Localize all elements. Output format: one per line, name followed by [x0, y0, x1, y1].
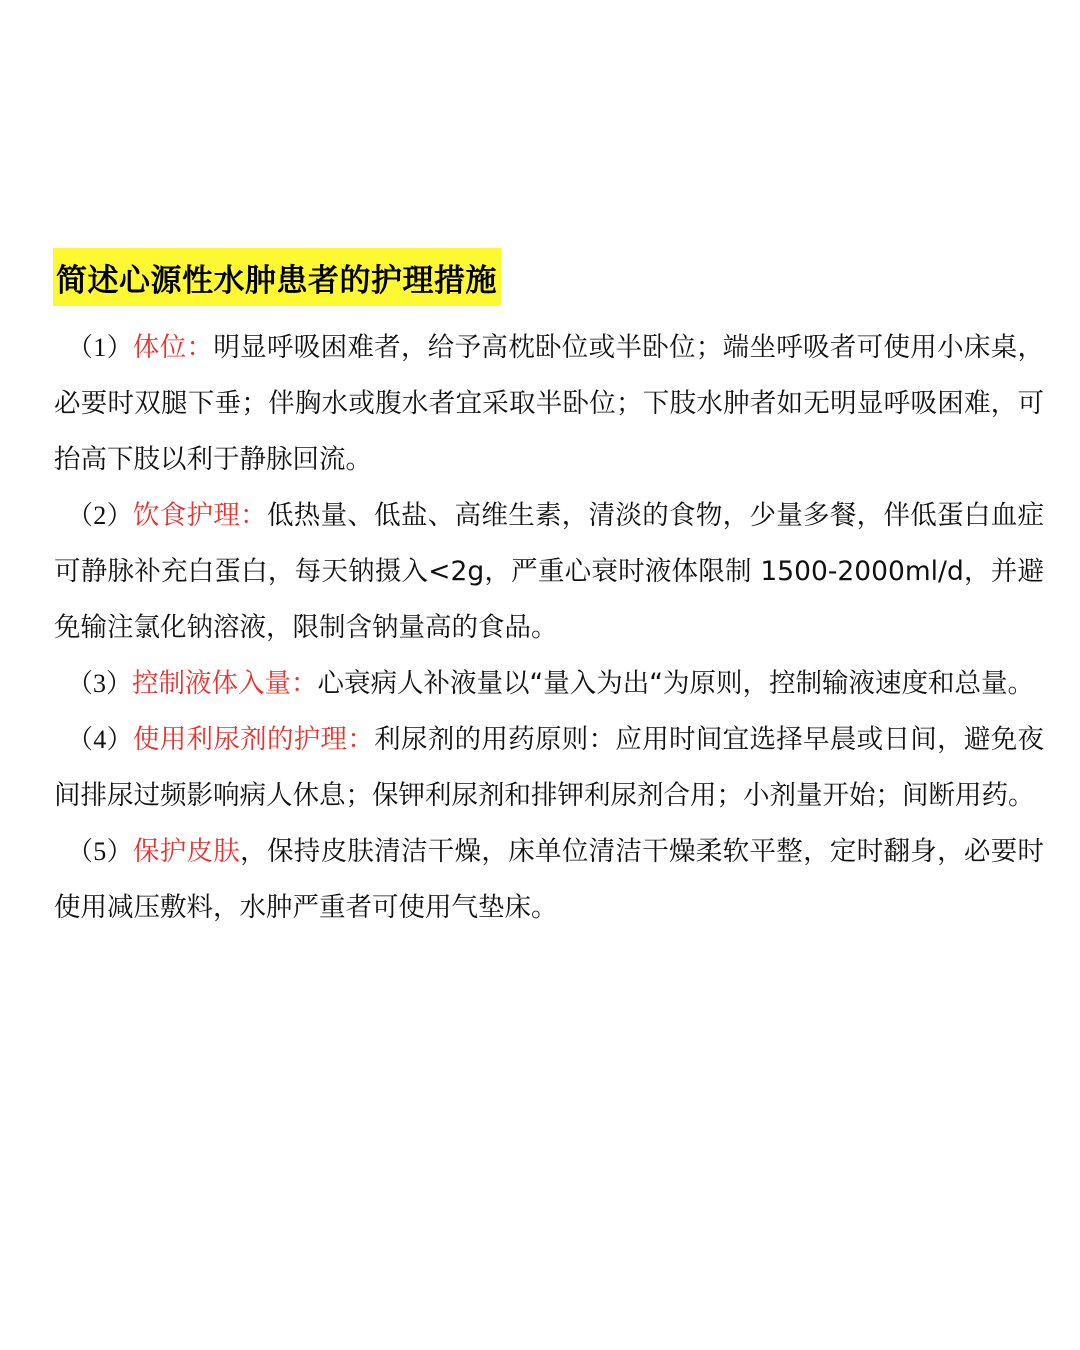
item-heading: 使用利尿剂的护理：	[132, 724, 375, 755]
nursing-measures-list	[54, 320, 1044, 936]
item-number: （4）	[67, 725, 133, 754]
item-heading: 饮食护理：	[132, 500, 267, 531]
list-item	[54, 488, 1044, 656]
item-number: （1）	[67, 333, 133, 362]
list-item	[54, 320, 1044, 488]
item-text: 低热量、低盐、高维生素，清淡的食物，少量多餐，伴低蛋白血症可静脉补充白蛋白，每天钠摄入<2g，严重心衰时液体限制 1500-2000ml/d，并避免输注氯化钠溶液，限制含钠量高的食品。	[54, 500, 1044, 643]
item-number: （5）	[67, 837, 133, 866]
item-text: 利尿剂的用药原则：应用时间宜选择早晨或日间，避免夜间排尿过频影响病人休息；保钾利尿剂和排钾利尿剂合用；小剂量开始；间断用药。	[54, 724, 1044, 811]
item-number: （3）	[67, 669, 133, 698]
item-text: 明显呼吸困难者，给予高枕卧位或半卧位；端坐呼吸者可使用小床桌，必要时双腿下垂；伴胸水或腹水者宜采取半卧位；下肢水肿者如无明显呼吸困难，可抬高下肢以利于静脉回流。	[54, 332, 1044, 475]
item-text: 心衰病人补液量以“量入为出“为原则，控制输液速度和总量。	[317, 668, 1034, 699]
item-heading: 体位：	[132, 332, 214, 363]
page-title: 简述心源性水肿患者的护理措施	[56, 262, 497, 299]
title-highlight	[53, 248, 501, 306]
list-item	[54, 824, 1044, 936]
item-heading: 保护皮肤	[132, 836, 241, 867]
item-heading: 控制液体入量：	[132, 668, 318, 699]
item-number: （2）	[67, 501, 133, 530]
item-text: ，保持皮肤清洁干燥，床单位清洁干燥柔软平整，定时翻身，必要时使用减压敷料，水肿严重者可使用气垫床。	[54, 836, 1045, 923]
list-item	[54, 712, 1044, 824]
list-item	[54, 656, 1044, 712]
